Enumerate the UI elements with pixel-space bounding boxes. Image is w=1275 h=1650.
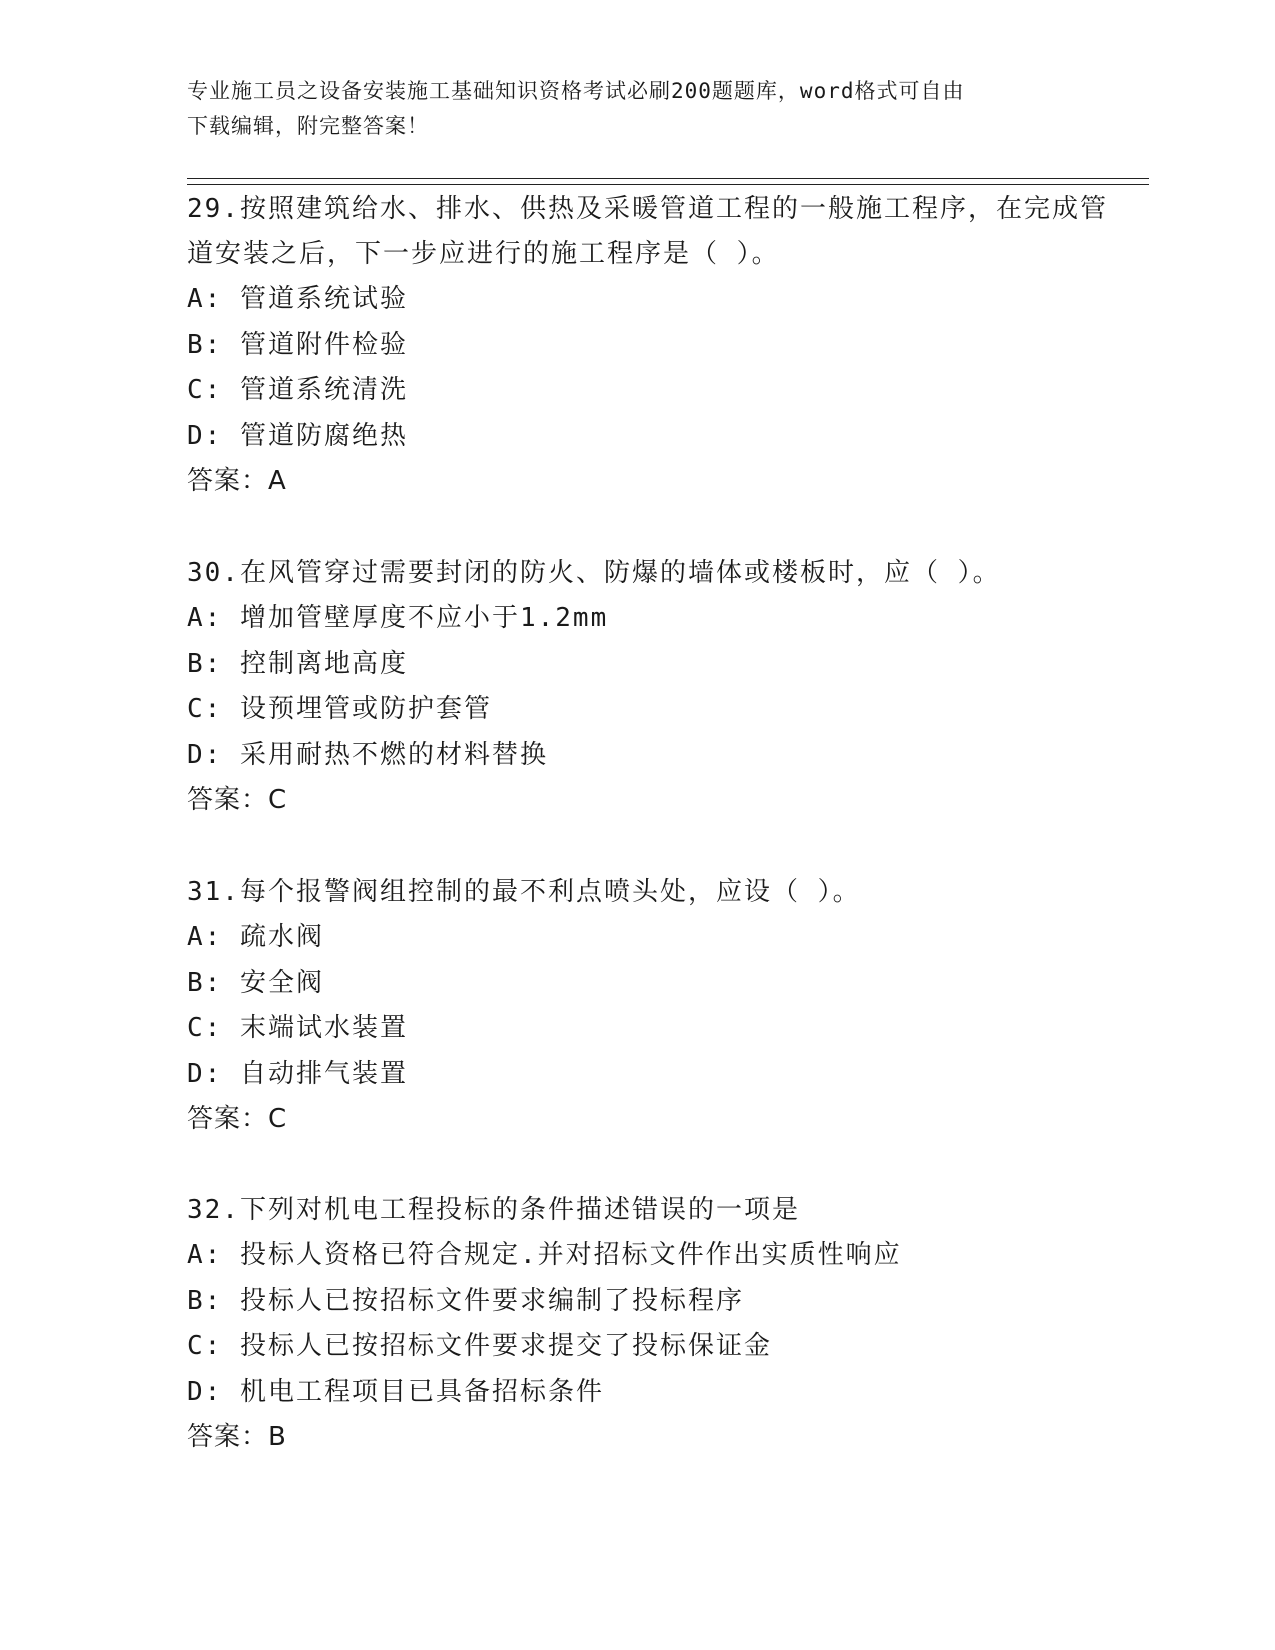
document-header xyxy=(187,74,1087,144)
option-a: A: 管道系统试验 xyxy=(187,284,408,314)
question-31 xyxy=(187,870,1117,1143)
question-stem: 30.在风管穿过需要封闭的防火、防爆的墙体或楼板时，应（ ）。 xyxy=(187,558,1001,588)
option-b: B: 投标人已按招标文件要求编制了投标程序 xyxy=(187,1285,744,1316)
option-c: C: 末端试水装置 xyxy=(187,1013,408,1043)
option-a: A: 增加管壁厚度不应小于1.2mm xyxy=(187,603,609,633)
question-30 xyxy=(187,551,1117,824)
question-stem: 29.按照建筑给水、排水、供热及采暖管道工程的一般施工程序，在完成管道安装之后，下一步应进行的施工程序是（ ）。 xyxy=(187,194,1108,269)
question-32 xyxy=(187,1188,1117,1461)
option-b: B: 控制离地高度 xyxy=(187,648,408,679)
option-d: D: 机电工程项目已具备招标条件 xyxy=(187,1376,604,1407)
option-b: B: 安全阀 xyxy=(187,967,324,998)
question-stem: 32.下列对机电工程投标的条件描述错误的一项是 xyxy=(187,1195,800,1225)
answer-line: 答案：B xyxy=(187,1422,287,1452)
option-c: C: 管道系统清洗 xyxy=(187,375,408,405)
option-c: C: 投标人已按招标文件要求提交了投标保证金 xyxy=(187,1331,772,1361)
header-divider-top xyxy=(187,178,1149,179)
option-d: D: 管道防腐绝热 xyxy=(187,420,408,451)
option-a: A: 投标人资格已符合规定.并对招标文件作出实质性响应 xyxy=(187,1240,902,1270)
question-stem: 31.每个报警阀组控制的最不利点喷头处，应设（ ）。 xyxy=(187,877,861,907)
answer-line: 答案：A xyxy=(187,466,287,496)
question-29 xyxy=(187,187,1117,505)
header-divider-bottom xyxy=(187,184,1149,185)
header-title-line-2: 下载编辑，附完整答案！ xyxy=(187,114,429,138)
option-d: D: 采用耐热不燃的材料替换 xyxy=(187,739,548,770)
option-b: B: 管道附件检验 xyxy=(187,329,408,360)
option-a: A: 疏水阀 xyxy=(187,922,324,952)
header-title-line-1: 专业施工员之设备安装施工基础知识资格考试必刷200题题库，word格式可自由 xyxy=(187,79,965,103)
option-c: C: 设预埋管或防护套管 xyxy=(187,694,492,724)
answer-line: 答案：C xyxy=(187,785,288,815)
answer-line: 答案：C xyxy=(187,1104,288,1134)
option-d: D: 自动排气装置 xyxy=(187,1058,408,1089)
